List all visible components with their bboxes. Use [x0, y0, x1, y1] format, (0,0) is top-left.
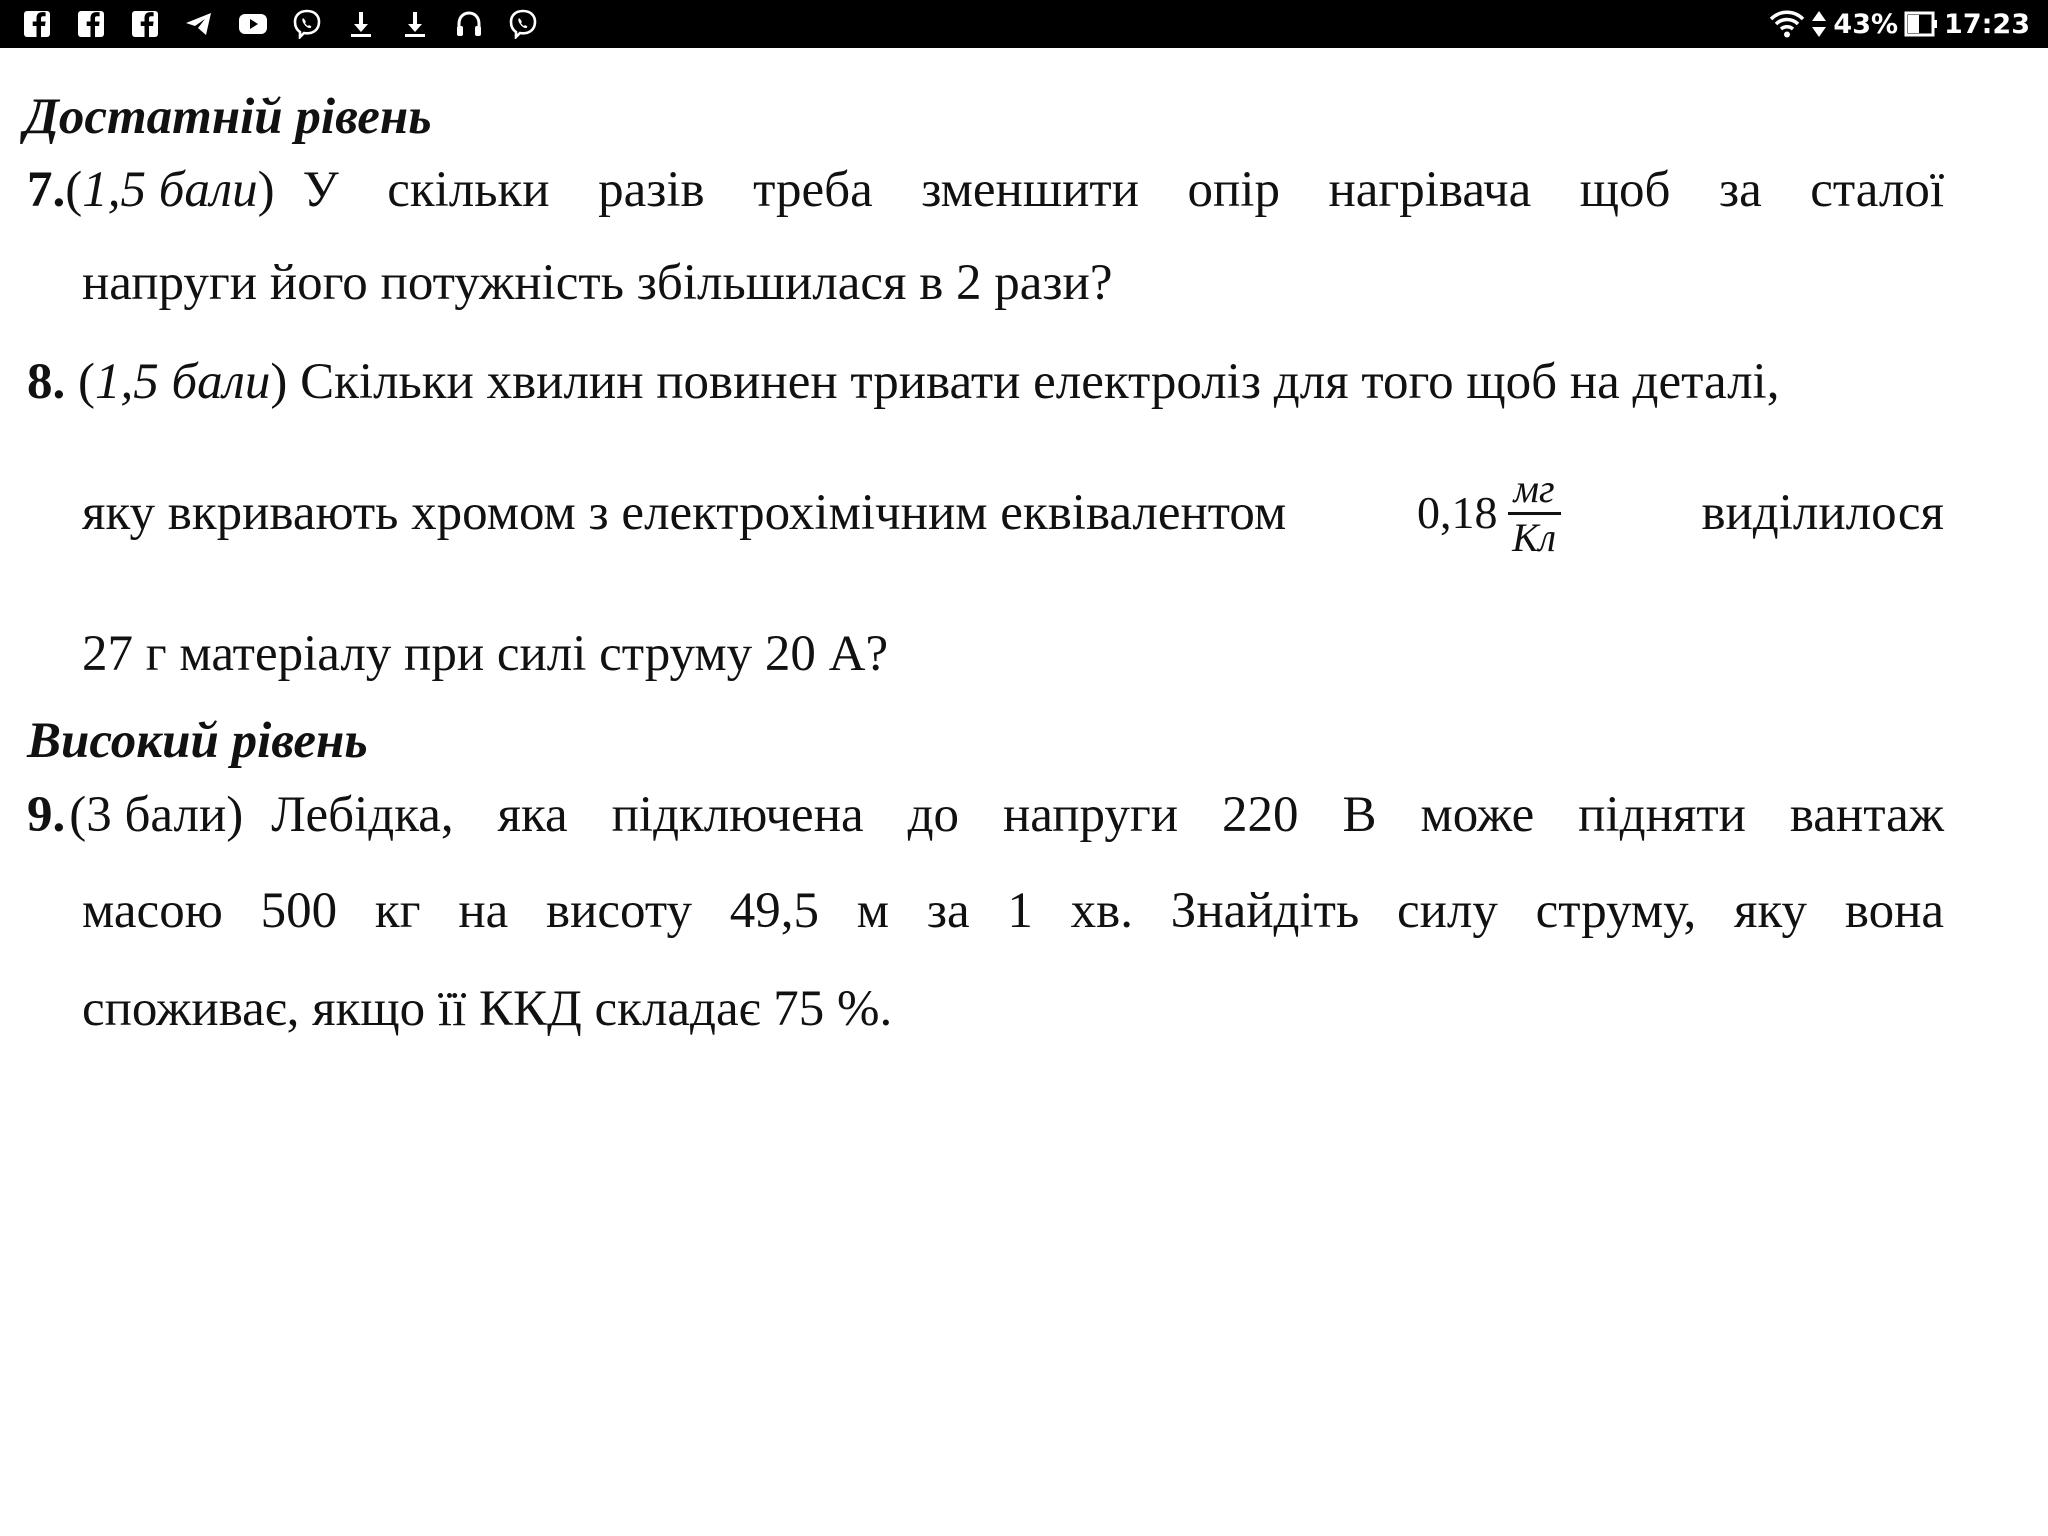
facebook-icon [76, 9, 106, 39]
question-7-text-1: У скільки разів треба зменшити опір нагрівача щоб за сталої [302, 162, 1944, 218]
question-9-line-2: масою 500 кг на висоту 49,5 м за 1 хв. Знайдіть силу струму, яку вона [82, 883, 1944, 939]
facebook-icon [22, 9, 52, 39]
facebook-icon [130, 9, 160, 39]
download-icon [400, 9, 430, 39]
question-7-line-2: напруги його потужність збільшилася в 2 рази? [82, 255, 1113, 311]
question-8-line-2 [82, 465, 1944, 561]
battery-icon [1904, 9, 1938, 39]
document-view[interactable] [0, 48, 2048, 1536]
unit-denominator: Кл [1512, 514, 1557, 560]
question-7-line-1 [27, 160, 1944, 220]
clock: 17:23 [1944, 8, 2030, 40]
question-8-text-2b: виділилося [1701, 485, 1944, 541]
electrochemical-equivalent [1417, 465, 1571, 561]
question-9-line-3: споживає, якщо її ККД складає 75 %. [82, 981, 893, 1037]
section-heading-sufficient: Достатній рівень [24, 89, 432, 145]
status-bar [0, 0, 2048, 48]
question-8-points: (1,5 бали) [78, 354, 288, 410]
battery-percent: 43% [1833, 8, 1899, 40]
question-7-number: 7. [27, 162, 66, 218]
question-9-number: 9. [27, 787, 66, 843]
question-9-line-1 [27, 785, 1944, 845]
wifi-icon [1769, 9, 1805, 39]
equivalent-value: 0,18 [1417, 487, 1498, 538]
question-9-text-1: Лебідка, яка підключена до напруги 220 В може підняти вантаж [271, 787, 1944, 843]
question-8-text-1: Скільки хвилин повинен тривати електроліз для того щоб на деталі, [300, 354, 1780, 410]
telegram-icon [184, 9, 214, 39]
unit-numerator: мг [1508, 468, 1561, 515]
section-heading-high: Високий рівень [27, 713, 368, 769]
question-8-text-2: яку вкривають хромом з електрохімічним еквівалентом [82, 485, 1287, 541]
notification-icons [22, 0, 538, 48]
question-8-line-1 [27, 352, 1944, 412]
viber-icon [292, 9, 322, 39]
question-9-points: (3 бали) [69, 787, 244, 843]
viber-icon [508, 9, 538, 39]
youtube-icon [238, 9, 268, 39]
data-transfer-icon [1811, 9, 1827, 39]
question-8-number: 8. [27, 354, 66, 410]
unit-fraction [1508, 465, 1561, 560]
question-8-line-3: 27 г матеріалу при силі струму 20 А? [82, 626, 889, 682]
download-icon [346, 9, 376, 39]
headphones-icon [454, 9, 484, 39]
question-7-points: (1,5 бали) [65, 162, 275, 218]
system-icons [1769, 0, 2030, 48]
